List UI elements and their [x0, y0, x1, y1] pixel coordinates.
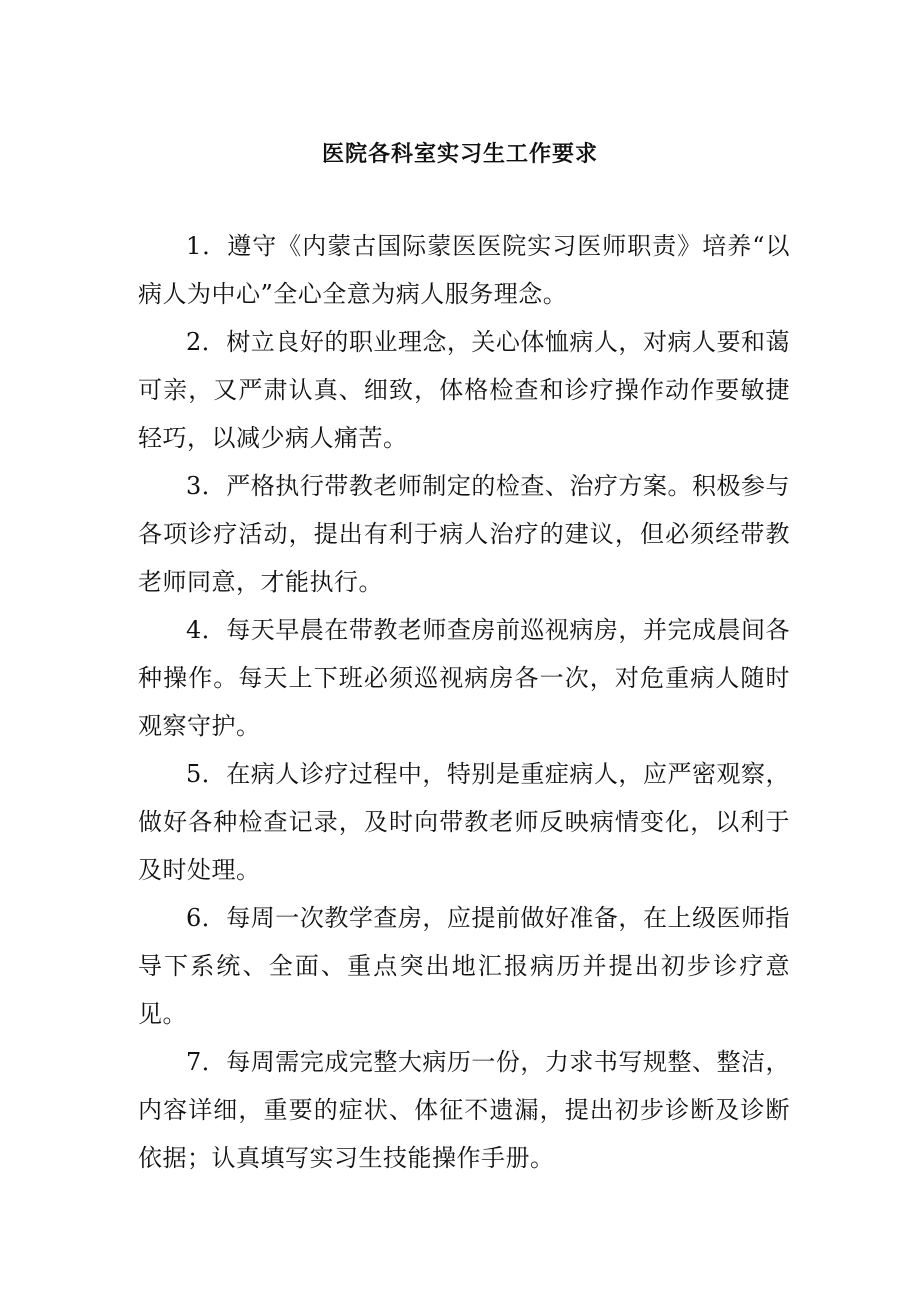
requirement-item-1: 1．遵守《内蒙古国际蒙医医院实习医师职责》培养“以病人为中心”全心全意为病人服务理念。: [138, 232, 790, 308]
requirement-item-6: 6．每周一次教学查房，应提前做好准备，在上级医师指导下系统、全面、重点突出地汇报病历并提出初步诊疗意见。: [138, 904, 790, 1028]
requirement-item-4: 4．每天早晨在带教老师查房前巡视病房，并完成晨间各种操作。每天上下班必须巡视病房各一次，对危重病人随时观察守护。: [138, 616, 790, 740]
requirement-item-2: 2．树立良好的职业理念，关心体恤病人，对病人要和蔼可亲，又严肃认真、细致，体格检查和诊疗操作动作要敏捷轻巧，以减少病人痛苦。: [138, 328, 790, 452]
requirement-item-5: 5．在病人诊疗过程中，特别是重症病人，应严密观察，做好各种检查记录，及时向带教老师反映病情变化，以利于及时处理。: [138, 760, 790, 884]
document-title: 医院各科室实习生工作要求: [321, 141, 598, 167]
document-body: [138, 222, 790, 1182]
requirement-item-7: 7．每周需完成完整大病历一份，力求书写规整、整洁，内容详细，重要的症状、体征不遗漏，提出初步诊断及诊断依据；认真填写实习生技能操作手册。: [138, 1048, 790, 1172]
requirement-item-3: 3．严格执行带教老师制定的检查、治疗方案。积极参与各项诊疗活动，提出有利于病人治疗的建议，但必须经带教老师同意，才能执行。: [138, 472, 790, 596]
